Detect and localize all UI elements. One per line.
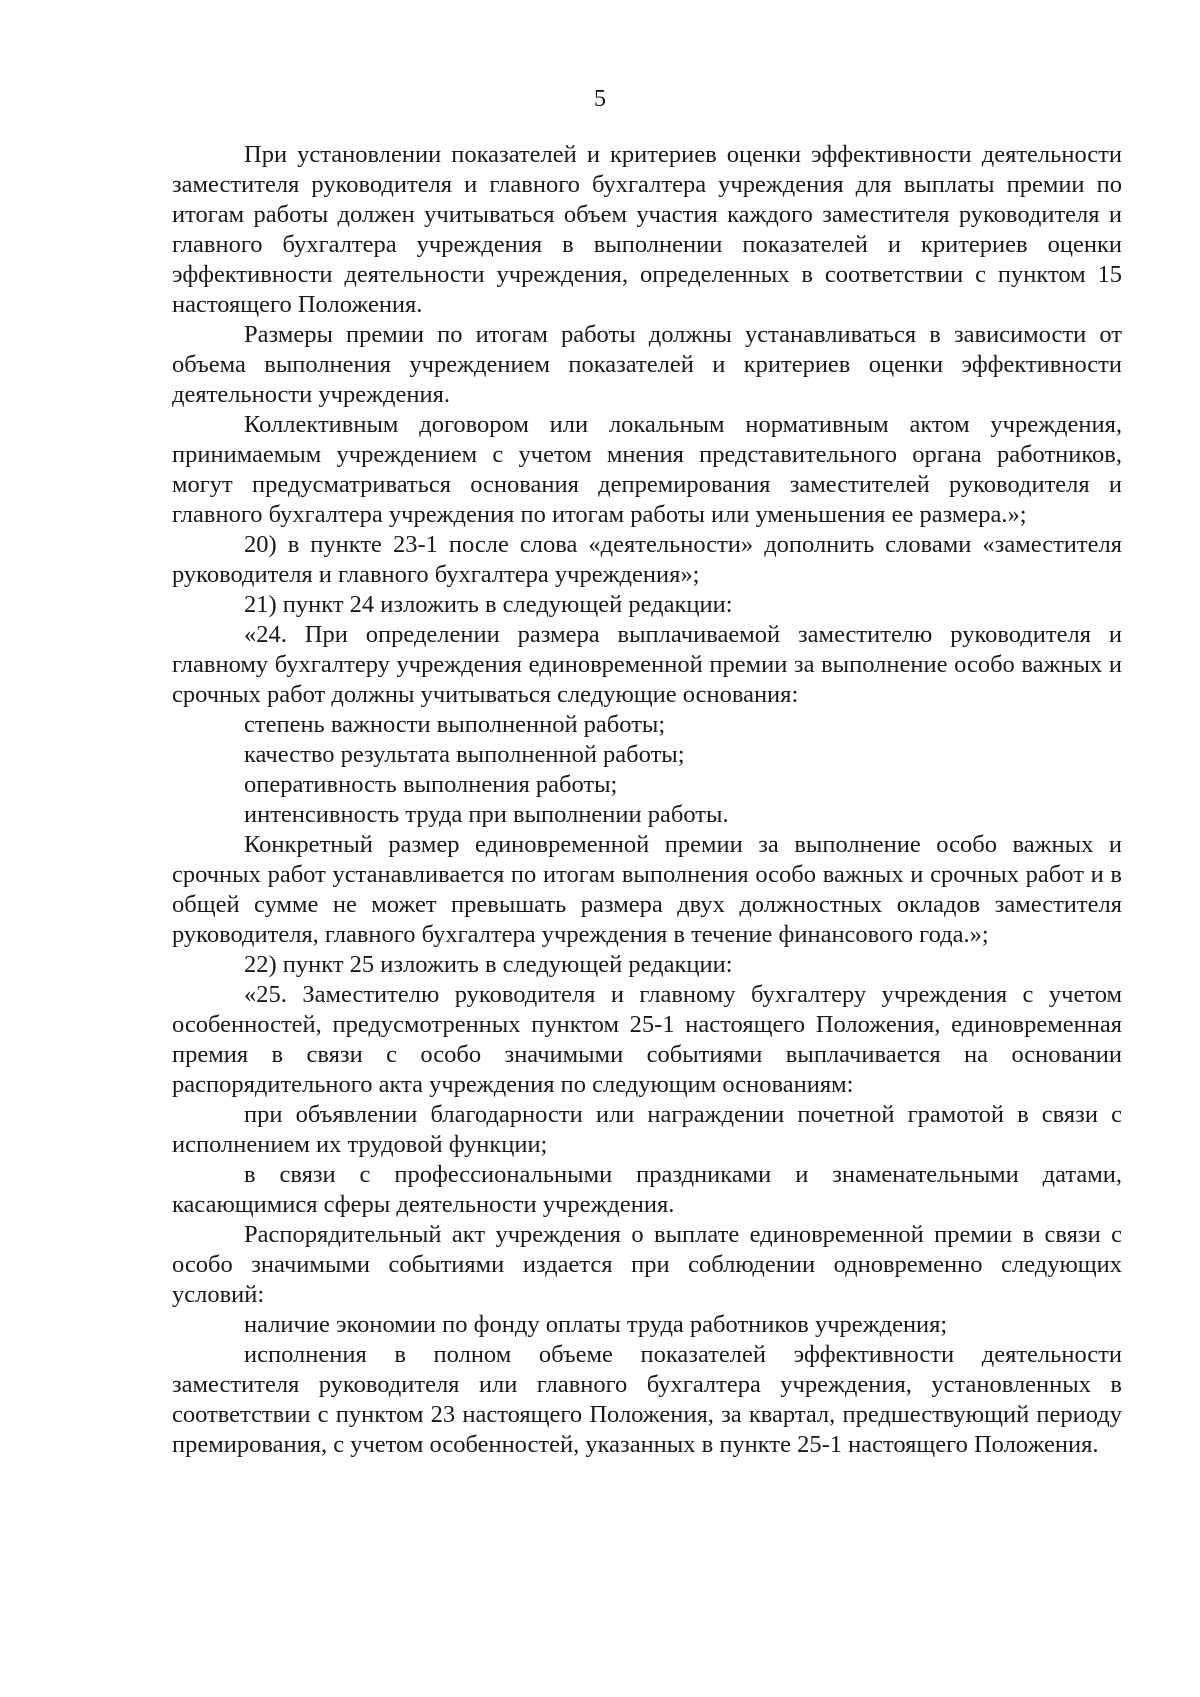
list-item-full-performance: исполнения в полном объеме показателей эффективности деятельности заместителя руководителя или главного бухгалтера учреждения, установленных в соответствии с пунктом 23 настоящего Положения, за квартал, предшествующий периоду премирования, с учетом особенностей, указанных в пункте 25-1 настоящего Положения. — [172, 1341, 1122, 1458]
paragraph-bonus-size: Размеры премии по итогам работы должны устанавливаться в зависимости от объема выполнения учреждением показателей и критериев оценки эффективности деятельности учреждения. — [172, 321, 1122, 408]
list-item-promptness: оперативность выполнения работы; — [244, 771, 618, 798]
paragraph-clause-25: «25. Заместителю руководителя и главному бухгалтеру учреждения с учетом особенностей, предусмотренных пунктом 25-1 настоящего Положения, единовременная премия в связи с особо значимыми событиями выплачивается на основании распорядительного акта учреждения по следующим основаниям: — [172, 981, 1122, 1098]
list-item-savings: наличие экономии по фонду оплаты труда работников учреждения; — [244, 1311, 948, 1338]
list-item-importance: степень важности выполненной работы; — [244, 711, 666, 738]
paragraph-clause-24: «24. При определении размера выплачиваемой заместителю руководителя и главному бухгалтеру учреждения единовременной премии за выполнение особо важных и срочных работ должны учитываться следующие основания: — [172, 621, 1122, 708]
list-item-holidays: в связи с профессиональными праздниками и знаменательными датами, касающимися сферы деятельности учреждения. — [172, 1161, 1122, 1218]
paragraph-bonus-limit: Конкретный размер единовременной премии за выполнение особо важных и срочных работ устанавливается по итогам выполнения особо важных и срочных работ и в общей сумме не может превышать размера двух должностных окладов заместителя руководителя, главного бухгалтера учреждения в течение финансового года.»; — [172, 831, 1122, 948]
paragraph-item-22: 22) пункт 25 изложить в следующей редакции: — [244, 951, 733, 978]
paragraph-collective-agreement: Коллективным договором или локальным нормативным актом учреждения, принимаемым учреждением с учетом мнения представительного органа работников, могут предусматриваться основания депремирования заместителей руководителя и главного бухгалтера учреждения по итогам работы или уменьшения ее размера.»; — [172, 411, 1122, 528]
paragraph-performance-criteria: При установлении показателей и критериев оценки эффективности деятельности заместителя руководителя и главного бухгалтера учреждения для выплаты премии по итогам работы должен учитываться объем участия каждого заместителя руководителя и главного бухгалтера учреждения в выполнении показателей и критериев оценки эффективности деятельности учреждения, определенных в соответствии с пунктом 15 настоящего Положения. — [172, 141, 1122, 318]
page-number: 5 — [594, 86, 606, 112]
paragraph-item-20: 20) в пункте 23-1 после слова «деятельности» дополнить словами «заместителя руководителя и главного бухгалтера учреждения»; — [172, 531, 1122, 588]
list-item-intensity: интенсивность труда при выполнении работы. — [244, 801, 729, 828]
list-item-gratitude: при объявлении благодарности или награждении почетной грамотой в связи с исполнением их трудовой функции; — [172, 1101, 1122, 1158]
document-body — [172, 140, 1122, 1460]
paragraph-item-21: 21) пункт 24 изложить в следующей редакции: — [244, 591, 733, 618]
paragraph-administrative-act: Распорядительный акт учреждения о выплате единовременной премии в связи с особо значимыми событиями издается при соблюдении одновременно следующих условий: — [172, 1221, 1122, 1308]
list-item-quality: качество результата выполненной работы; — [244, 741, 685, 768]
